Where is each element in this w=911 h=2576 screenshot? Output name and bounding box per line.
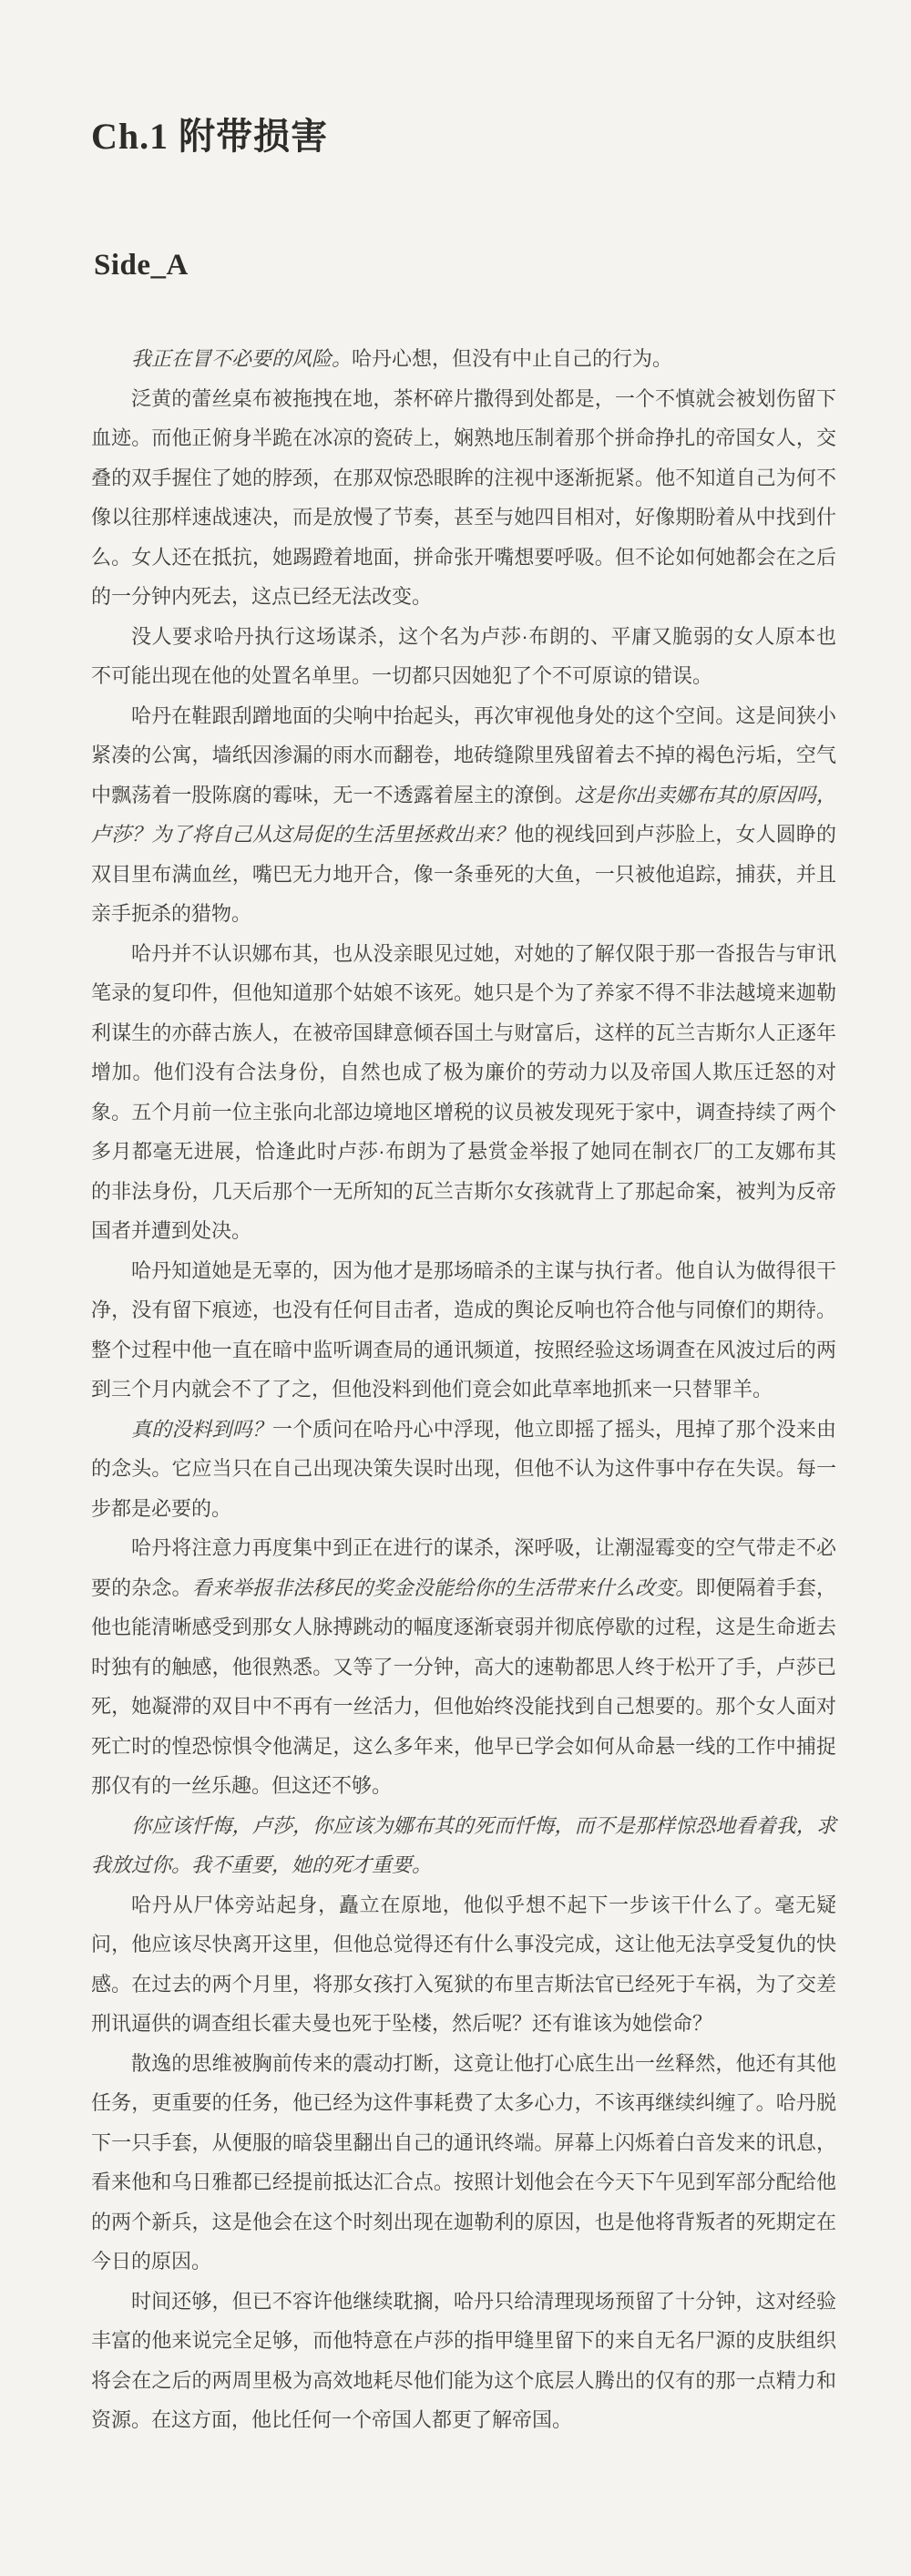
narration-text: 泛黄的蕾丝桌布被拖拽在地，茶杯碎片撒得到处都是，一个不慎就会被划伤留下血迹。而他正俯身半跪在冰凉的瓷砖上，娴熟地压制着那个拼命挣扎的帝国女人，交叠的双手握住了她的脖颈，在那双惊恐眼眸的注视中逐渐扼紧。他不知道自己为何不像以往那样速战速决，而是放慢了节奏，甚至与她四目相对，好像期盼着从中找到什么。女人还在抵抗，她踢蹬着地面，拼命张开嘴想要呼吸。但不论如何她都会在之后的一分钟内死去，这点已经无法改变。 [91,386,836,608]
paragraph [91,617,836,696]
paragraph [91,1251,836,1410]
paragraph [91,2282,836,2440]
paragraph [91,696,836,934]
narration-text: 没人要求哈丹执行这场谋杀，这个名为卢莎·布朗的、平庸又脆弱的女人原本也不可能出现在他的处置名单里。一切都只因她犯了个不可原谅的错误。 [91,624,836,687]
story-body [91,339,836,2440]
narration-text: 哈丹在鞋跟刮蹭地面的尖响中抬起头，再次审视他身处的这个空间。这是间狭小紧凑的公寓，墙纸因渗漏的雨水而翻卷，地砖缝隙里残留着去不掉的褐色污垢，空气中飘荡着一股陈腐的霉味，无一不透露着屋主的潦倒。 [91,703,836,806]
chapter-title: Ch.1 附带损害 [91,116,329,157]
paragraph [91,934,836,1251]
paragraph [91,1885,836,2044]
narration-text: 时间还够，但已不容许他继续耽搁，哈丹只给清理现场预留了十分钟，这对经验丰富的他来说完全足够，而他特意在卢莎的指甲缝里留下的来自无名尸源的皮肤组织将会在之后的两周里极为高效地耗尽他们能为这个底层人腾出的仅有的那一点精力和资源。在这方面，他比任何一个帝国人都更了解帝国。 [91,2289,836,2431]
narration-text: 一个质问在哈丹心中浮现，他立即摇了摇头，甩掉了那个没来由的念头。它应当只在自己出现决策失误时出现，但他不认为这件事中存在失误。每一步都是必要的。 [91,1417,836,1520]
paragraph [91,1806,836,1885]
inner-monologue-text: 真的没料到吗？ [131,1417,272,1441]
paragraph [91,379,836,617]
narration-text: 哈丹知道她是无辜的，因为他才是那场暗杀的主谋与执行者。他自认为做得很干净，没有留下痕迹，也没有任何目击者，造成的舆论反响也符合他与同僚们的期待。整个过程中他一直在暗中监听调查局的通讯频道，按照经验这场调查在风波过后的两到三个月内就会不了了之，但他没料到他们竟会如此草率地抓来一只替罪羊。 [91,1258,836,1401]
inner-monologue-text: 这是你出卖娜布其的原因吗，卢莎？为了将自己从这局促的生活里拯救出来？ [91,783,836,846]
narration-text: 即便隔着手套，他也能清晰感受到那女人脉搏跳动的幅度逐渐衰弱并彻底停歇的过程，这是生命逝去时独有的触感，他很熟悉。又等了一分钟，高大的速勒都思人终于松开了手，卢莎已死，她凝滞的双目中不再有一丝活力，但他始终没能找到自己想要的。那个女人面对死亡时的惶恐惊惧令他满足，这么多年来，他早已学会如何从命悬一线的工作中捕捉那仅有的一丝乐趣。但这还不够。 [91,1575,836,1797]
narration-text: 他的视线回到卢莎脸上，女人圆睁的双目里布满血丝，嘴巴无力地开合，像一条垂死的大鱼，一只被他追踪，捕获，并且亲手扼杀的猎物。 [91,823,836,925]
narration-text: 哈丹并不认识娜布其，也从没亲眼见过她，对她的了解仅限于那一沓报告与审讯笔录的复印件，但他知道那个姑娘不该死。她只是个为了养家不得不非法越境来迦勒利谋生的亦薛古族人，在被帝国肆意倾吞国土与财富后，这样的瓦兰吉斯尔人正逐年增加。他们没有合法身份，自然也成了极为廉价的劳动力以及帝国人欺压迁怒的对象。五个月前一位主张向北部边境地区增税的议员被发现死于家中，调查持续了两个多月都毫无进展，恰逢此时卢莎·布朗为了悬赏金举报了她同在制衣厂的工友娜布其的非法身份，几天后那个一无所知的瓦兰吉斯尔女孩就背上了那起命案，被判为反帝国者并遭到处决。 [91,941,836,1242]
section-heading: Side_A [94,249,189,282]
paragraph [91,2044,836,2282]
inner-monologue-text: 看来举报非法移民的奖金没能给你的生活带来什么改变。 [191,1575,696,1599]
inner-monologue-text: 你应该忏悔，卢莎，你应该为娜布其的死而忏悔，而不是那样惊恐地看着我，求我放过你。我不重要，她的死才重要。 [91,1813,836,1876]
paragraph [91,339,836,379]
inner-monologue-text: 我正在冒不必要的风险。 [131,347,353,370]
narration-text: 哈丹心想，但没有中止自己的行为。 [352,347,673,370]
narration-text: 哈丹从尸体旁站起身，矗立在原地，他似乎想不起下一步该干什么了。毫无疑问，他应该尽快离开这里，但他总觉得还有什么事没完成，这让他无法享受复仇的快感。在过去的两个月里，将那女孩打入冤狱的布里吉斯法官已经死于车祸，为了交差刑讯逼供的调查组长霍夫曼也死于坠楼，然后呢？还有谁该为她偿命？ [91,1893,836,2035]
paragraph [91,1410,836,1529]
narration-text: 哈丹将注意力再度集中到正在进行的谋杀，深呼吸，让潮湿霉变的空气带走不必要的杂念。 [91,1536,836,1599]
narration-text: 散逸的思维被胸前传来的震动打断，这竟让他打心底生出一丝释然，他还有其他任务，更重要的任务，他已经为这件事耗费了太多心力，不该再继续纠缠了。哈丹脱下一只手套，从便服的暗袋里翻出自己的通讯终端。屏幕上闪烁着白音发来的讯息，看来他和乌日雅都已经提前抵达汇合点。按照计划他会在今天下午见到军部分配给他的两个新兵，这是他会在这个时刻出现在迦勒利的原因，也是他将背叛者的死期定在今日的原因。 [91,2051,836,2273]
paragraph [91,1528,836,1806]
